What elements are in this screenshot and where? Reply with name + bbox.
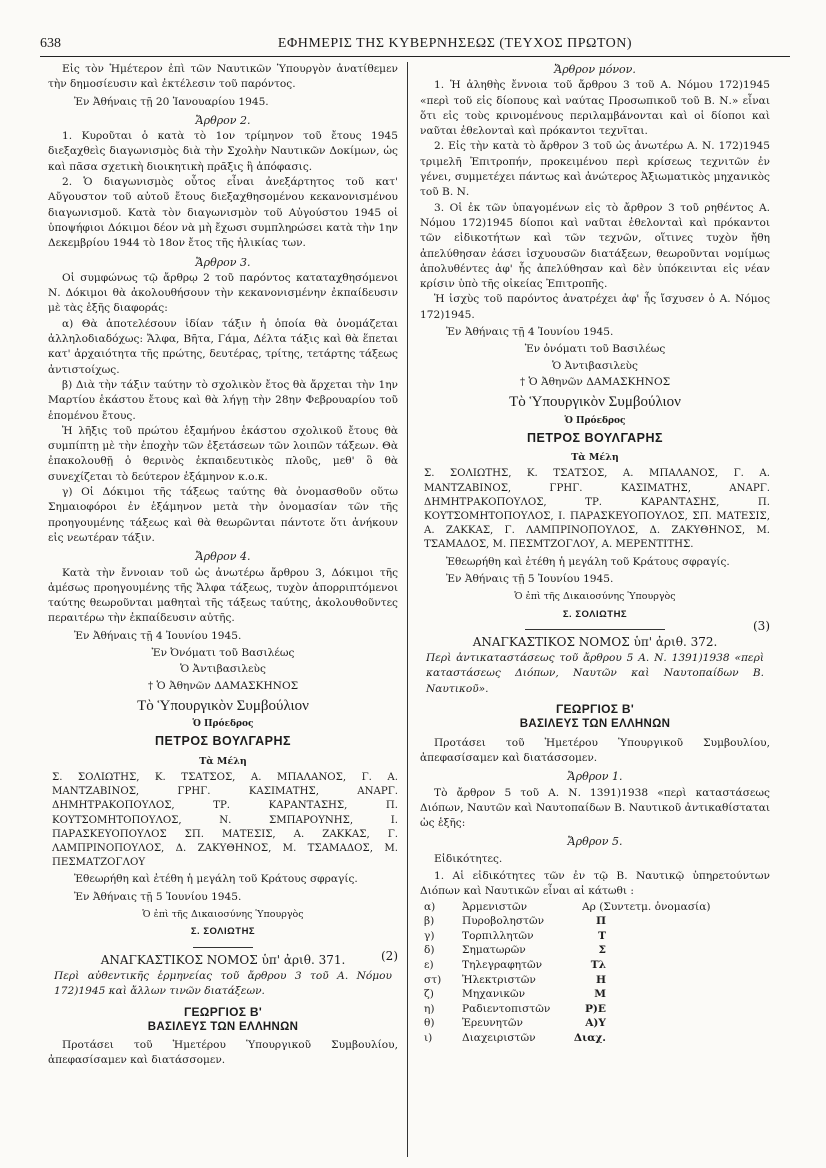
king-title: ΒΑΣΙΛΕΥΣ ΤΩΝ ΕΛΛΗΝΩΝ <box>147 1020 299 1033</box>
paragraph: 1. Ἡ ἀληθὴς ἔννοια τοῦ ἄρθρου 3 τοῦ Α. Νόμου 172)1945 «περὶ τοῦ εἰς δίοπους καὶ ναύτας Προσωπικοῦ τοῦ Β. Ν.» εἶναι ὅτι εἰς τοὺς κρινομένους περιλαμβάνονται καὶ οἱ δίοποι καὶ ναῦται ἐθελονταὶ καὶ πρόκαντοι τεχνῖται. <box>420 79 770 138</box>
list-item <box>420 973 770 988</box>
list-item <box>420 914 770 929</box>
date-line: Ἐν Ἀθήναις τῇ 5 Ἰουνίου 1945. <box>74 890 242 903</box>
date-line: Ἐν Ἀθήναις τῇ 20 Ἰανουαρίου 1945. <box>74 95 269 108</box>
item-letter: γ) <box>424 929 435 942</box>
item-name: Διαχειριστῶν <box>462 1031 536 1044</box>
article-heading: Ἄρθρον 5. <box>567 835 623 849</box>
item-abbr: Τ <box>598 929 606 942</box>
item-name: Πυροβοληστῶν <box>462 915 545 928</box>
members-label: Τὰ Μέλη <box>199 755 247 767</box>
item-letter: β) <box>424 915 435 928</box>
date-line: Ἐν Ἀθήναις τῇ 4 Ἰουνίου 1945. <box>446 326 614 339</box>
specialties-list <box>420 900 770 1046</box>
president-name: ΠΕΤΡΟΣ ΒΟΥΛΓΑΡΗΣ <box>154 734 292 749</box>
article-heading: Ἄρθρον 4. <box>195 550 251 564</box>
item-letter: στ) <box>424 973 442 986</box>
item-name: Τηλεγραφητῶν <box>462 958 543 971</box>
item-letter: δ) <box>424 944 435 957</box>
king-title: ΒΑΣΙΛΕΥΣ ΤΩΝ ΕΛΛΗΝΩΝ <box>519 718 671 731</box>
date-line: Ἐν Ἀθήναις τῇ 4 Ἰουνίου 1945. <box>74 629 242 642</box>
law-title-text: ΑΝΑΓΚΑΣΤΙΚΟΣ ΝΟΜΟΣ ὑπ' ἀριθ. 371. <box>100 952 346 967</box>
paragraph: Ἡ λῆξις τοῦ πρώτου ἑξαμήνου ἑκάστου σχολικοῦ ἔτους θὰ συμπίπτῃ μὲ τὴν ἐποχὴν τῶν ἐξετάσεων τῶν λοιπῶν τάξεων. Θὰ ἐπακολουθῇ ὁ θερινὸς ἐκπαιδευτικὸς πλοῦς, μεθ' ὃ θὰ συνεχίζεται τὸ δεύτερον ἑξάμηνον κ.ο.κ. <box>48 424 398 483</box>
item-letter: η) <box>424 1002 435 1015</box>
regent-line: Ὁ Ἀντιβασιλεὺς <box>552 359 638 372</box>
article-heading: Ἄρθρον 1. <box>567 770 623 784</box>
in-name-line: Ἐν Ὀνόματι τοῦ Βασιλέως <box>151 646 295 659</box>
item-abbr: Τλ <box>590 958 606 971</box>
item-abbr: Π <box>595 915 606 928</box>
seal-line: Ἐθεωρήθη καὶ ἐτέθη ἡ μεγάλη τοῦ Κράτους σφραγίς. <box>74 873 358 886</box>
list-item <box>420 958 770 973</box>
list-item <box>420 987 770 1002</box>
item-abbr: Α)Υ <box>585 1017 606 1030</box>
law-title <box>48 948 398 968</box>
regent-line: Ὁ Ἀντιβασιλεὺς <box>180 663 266 676</box>
paragraph: 2. Εἰς τὴν κατὰ τὸ ἄρθρον 3 τοῦ ὡς ἀνωτέρω Α. Ν. 172)1945 τριμελῆ Ἐπιτροπήν, προκειμένου περὶ κρίσεως τεχνιτῶν ἐν γένει, συμμετέχει πάντως καὶ ἀνώτερος Ἀξιωματικὸς μηχανικὸς τοῦ Β. Ν. <box>420 140 770 199</box>
paragraph: Ἡ ἰσχὺς τοῦ παρόντος ἀνατρέχει ἀφ' ἧς ἴσχυσεν ὁ Α. Νόμος 172)1945. <box>420 293 770 321</box>
item-abbr: Μ <box>594 988 606 1001</box>
proposal-paragraph: Προτάσει τοῦ Ἡμετέρου Ὑπουργικοῦ Συμβουλίου, ἀπεφασίσαμεν καὶ διατάσσομεν. <box>48 1039 398 1067</box>
king-name: ΓΕΩΡΓΙΟΣ Β' <box>555 702 635 717</box>
proposal-paragraph: Προτάσει τοῦ Ἡμετέρου Ὑπουργικοῦ Συμβουλίου, ἀπεφασίσαμεν καὶ διατάσσομεν. <box>420 736 770 764</box>
item-abbr: Αρ (Συντετμ. ὀνομασία) <box>582 900 711 913</box>
seal-line: Ἐθεωρήθη καὶ ἐτέθη ἡ μεγάλη τοῦ Κράτους σφραγίς. <box>446 555 730 568</box>
page-number: 638 <box>40 36 61 51</box>
justice-minister-label: Ὁ ἐπὶ τῆς Δικαιοσύνης Ὑπουργὸς <box>514 591 676 603</box>
paragraph: γ) Οἱ Δόκιμοι τῆς τάξεως ταύτης θὰ ὀνομασθοῦν οὕτω Σημαιοφόροι ἐν ἑξάμηνον μετὰ τὴν ὀνομασίαν τῶν τῆς προηγουμένης τάξεως καὶ θὰ θεωρῶνται πάντοτε ὅτι ἀνήκουν εἰς νεωτέραν τάξιν. <box>48 486 398 544</box>
item-letter: ι) <box>424 1031 433 1044</box>
members-list: Σ. ΣΟΛΙΩΤΗΣ, Κ. ΤΣΑΤΣΟΣ, Α. ΜΠΑΛΑΝΟΣ, Γ. Α. ΜΑΝΤΖΑΒΙΝΟΣ, ΓΡΗΓ. ΚΑΣΙΜΑΤΗΣ, ΑΝΑΡΓ. ΔΗΜΗΤΡΑΚΟΠΟΥΛΟΣ, ΤΡ. ΚΑΡΑΝΤΑΣΗΣ, Π. ΚΟΥΤΣΟΜΗΤΟΠΟΥΛΟΣ, Ν. ΣΜΠΑΡΟΥΝΗΣ, Ι. ΠΑΡΑΣΚΕΥΟΠΟΥΛΟΣ ΣΠ. ΜΑΤΕΣΙΣ, Α. ΖΑΚΚΑΣ, Γ. ΛΑΜΠΡΙΝΟΠΟΥΛΟΣ, Δ. ΖΑΚΥΘΗΝΟΣ, Μ. ΤΣΑΜΑΔΟΣ, Μ. ΠΕΣΜΑΤΖΟΓΛΟΥ <box>52 772 398 869</box>
subheading: Εἰδικότητες. <box>434 852 503 865</box>
paragraph: Κατὰ τὴν ἔννοιαν τοῦ ὡς ἀνωτέρω ἄρθρου 3, Δόκιμοι τῆς ἀμέσως προηγουμένης τῆς Ἄλφα τάξεως, τυχὸν ἀπορριπτόμενοι ταύτης θεωροῦνται μαθηταὶ τῆς τάξεως ταύτης, ἀκολουθοῦντες περαιτέρω τὴν ἐκπαίδευσιν αὐτῆς. <box>48 566 398 625</box>
item-abbr: Ρ)Ε <box>584 1002 606 1015</box>
item-name: Μηχανικῶν <box>462 988 526 1001</box>
council-heading: Τὸ Ὑπουργικὸν Συμβούλιον <box>137 697 309 714</box>
item-abbr: Σ <box>598 944 606 957</box>
law-title <box>420 618 770 650</box>
item-name: Ἐρευνητῶν <box>462 1017 523 1030</box>
members-label: Τὰ Μέλη <box>571 452 619 464</box>
members-list: Σ. ΣΟΛΙΩΤΗΣ, Κ. ΤΣΑΤΣΟΣ, Α. ΜΠΑΛΑΝΟΣ, Γ. Α. ΜΑΝΤΖΑΒΙΝΟΣ, ΓΡΗΓ. ΚΑΣΙΜΑΤΗΣ, ΑΝΑΡΓ. ΔΗΜΗΤΡΑΚΟΠΟΥΛΟΣ, ΤΡ. ΚΑΡΑΝΤΑΣΗΣ, Π. ΚΟΥΤΣΟΜΗΤΟΠΟΥΛΟΣ, Ι. ΠΑΡΑΣΚΕΥΟΠΟΥΛΟΣ, ΣΠ. ΜΑΤΕΣΙΣ, Α. ΖΑΚΚΑΣ, Γ. ΛΑΜΠΡΙΝΟΠΟΥΛΟΣ, Δ. ΖΑΚΥΘΗΝΟΣ, Μ. ΤΣΑΜΑΔΟΣ, Μ. ΠΕΣΜΤΖΟΓΛΟΥ, Α. ΜΕΡΕΝΤΙΤΗΣ. <box>424 468 770 551</box>
archbishop-line: † Ὁ Ἀθηνῶν ΔΑΜΑΣΚΗΝΟΣ <box>147 679 299 692</box>
list-item <box>420 1031 770 1046</box>
law-title-text: ΑΝΑΓΚΑΣΤΙΚΟΣ ΝΟΜΟΣ ὑπ' ἀριθ. 372. <box>472 634 718 649</box>
archbishop-line: † Ὁ Ἀθηνῶν ΔΑΜΑΣΚΗΝΟΣ <box>519 375 671 388</box>
list-item <box>420 943 770 958</box>
law-subject: Περὶ αὐθεντικῆς ἑρμηνείας τοῦ ἄρθρου 3 τοῦ Α. Νόμου 172)1945 καὶ ἄλλων τινῶν διατάξεων. <box>54 969 392 998</box>
president-name: ΠΕΤΡΟΣ ΒΟΥΛΓΑΡΗΣ <box>526 430 664 445</box>
item-name: Σηματωρῶν <box>462 944 526 957</box>
list-item <box>420 929 770 944</box>
article-heading: Ἄρθρον μόνον. <box>554 63 636 76</box>
justice-minister-name: Σ. ΣΟΛΙΩΤΗΣ <box>562 608 628 620</box>
item-letter: ε) <box>424 958 434 971</box>
justice-minister-label: Ὁ ἐπὶ τῆς Δικαιοσύνης Ὑπουργὸς <box>142 909 304 921</box>
list-item <box>420 1016 770 1031</box>
date-line: Ἐν Ἀθήναις τῇ 5 Ἰουνίου 1945. <box>446 572 614 585</box>
president-label: Ὁ Πρόεδρος <box>192 719 254 730</box>
article-heading: Ἄρθρον 2. <box>195 113 251 127</box>
page-header <box>40 34 790 57</box>
list-item <box>420 1002 770 1017</box>
paragraph: α) Θὰ ἀποτελέσουν ἰδίαν τάξιν ἡ ὁποία θὰ ὀνομάζεται ἀλληλοδιαδόχως: Ἄλφα, Βῆτα, Γάμα, Δέλτα τάξις καὶ θὰ ἕπεται κατ' ἀρχαιότητα τῆς πρώτης, δευτέρας, τρίτης, τετάρτης τάξεως ἀντιστοίχως. <box>48 317 398 376</box>
paragraph: Οἱ συμφώνως τῷ ἄρθρῳ 2 τοῦ παρόντος καταταχθησόμενοι Ν. Δόκιμοι θὰ ἀκολουθήσουν τὴν κεκανονισμένην ἐκπαίδευσιν μὲ τὰς ἑξῆς διαφοράς: <box>48 271 398 315</box>
paragraph: β) Διὰ τὴν τάξιν ταύτην τὸ σχολικὸν ἔτος θὰ ἄρχεται τὴν 1ην Μαρτίου ἑκάστου ἔτους καὶ θὰ λήγῃ τὴν 28ην Φεβρουαρίου τοῦ ἑπομένου ἔτους. <box>48 378 398 422</box>
list-item <box>420 900 770 915</box>
separator <box>193 947 253 948</box>
item-letter: α) <box>424 900 436 913</box>
item-letter: θ) <box>424 1017 435 1030</box>
left-column <box>48 62 398 1069</box>
law-number: (3) <box>753 618 770 633</box>
item-name: Ἠλεκτριστῶν <box>462 973 536 986</box>
item-name: Ἀρμενιστῶν <box>462 900 528 913</box>
in-name-line: Ἐν ὀνόματι τοῦ Βασιλέως <box>524 343 666 356</box>
intro-paragraph: Εἰς τὸν Ἡμέτερον ἐπὶ τῶν Ναυτικῶν Ὑπουργὸν ἀνατίθεμεν τὴν δημοσίευσιν καὶ ἐκτέλεσιν τοῦ παρόντος. <box>48 63 398 91</box>
law-number: (2) <box>381 948 398 963</box>
article-heading: Ἄρθρον 3. <box>195 255 251 269</box>
law-subject: Περὶ ἀντικαταστάσεως τοῦ ἄρθρου 5 Α. Ν. 1391)1938 «περὶ καταστάσεως Διόπων, Ναυτῶν καὶ Ναυτοπαίδων Β. Ναυτικοῦ». <box>426 652 764 695</box>
paragraph: 1. Αἱ εἰδικότητες τῶν ἐν τῷ Β. Ναυτικῷ ὑπηρετούντων Διόπων καὶ Ναυτικῶν εἶναι αἱ κάτωθι : <box>420 869 770 898</box>
council-heading: Τὸ Ὑπουργικὸν Συμβούλιον <box>509 394 681 411</box>
right-column <box>420 62 770 1046</box>
item-name: Ραδιεντοπιστῶν <box>462 1002 551 1015</box>
president-label: Ὁ Πρόεδρος <box>564 415 626 426</box>
paragraph: 1. Κυροῦται ὁ κατὰ τὸ 1ον τρίμηνον τοῦ ἔτους 1945 διεξαχθεὶς διαγωνισμὸς διὰ τὴν Σχολὴν Ναυτικῶν Δοκίμων, ὡς καὶ πᾶσα σχετικὴ διοικητικὴ πρᾶξις ἢ ἀπόφασις. <box>48 130 398 173</box>
item-letter: ζ) <box>424 988 434 1001</box>
item-abbr: Διαχ. <box>573 1031 606 1044</box>
justice-minister-name: Σ. ΣΟΛΙΩΤΗΣ <box>190 926 256 938</box>
paragraph: 3. Οἱ ἐκ τῶν ὑπαγομένων εἰς τὸ ἄρθρον 3 τοῦ ρηθέντος Α. Νόμου 172)1945 δίοποι καὶ ναῦται ἐθελονταὶ καὶ πρόκαντοι τῶν εἰδικοτήτων καὶ τῶν τεχνῶν, οἵτινες τυχὸν ἤθη ἀπελύθησαν ἐάσει ἰσχυουσῶν διατάξεων, θεωροῦνται νομίμως ἀπολυθέντες ἀφ' ἧς ἀπελύθησαν καὶ δὲν ὑπόκεινται εἰς νέαν κρίσιν ὑπὸ τῆς οἰκείας Ἐπιτροπῆς. <box>420 201 770 291</box>
separator <box>525 629 665 630</box>
paragraph: Τὸ ἄρθρον 5 τοῦ Α. Ν. 1391)1938 «περὶ καταστάσεως Διόπων, Ναυτῶν καὶ Ναυτοπαίδων Β. Ναυτικοῦ ἀντικαθίσταται ὡς ἑξῆς: <box>420 786 770 830</box>
king-name: ΓΕΩΡΓΙΟΣ Β' <box>183 1004 263 1019</box>
item-abbr: Η <box>595 973 606 986</box>
item-name: Τορπιλλητῶν <box>462 929 534 942</box>
column-divider <box>407 62 408 1157</box>
gazette-title: ΕΦΗΜΕΡΙΣ ΤΗΣ ΚΥΒΕΡΝΗΣΕΩΣ (ΤΕΥΧΟΣ ΠΡΩΤΟΝ) <box>277 36 633 51</box>
paragraph: 2. Ὁ διαγωνισμὸς οὗτος εἶναι ἀνεξάρτητος τοῦ κατ' Αὔγουστον τοῦ αὐτοῦ ἔτους διεξαχθησομένου κεκανονισμένου διαγωνισμοῦ. Κατὰ τὸν διαγωνισμὸν τοῦ Αὐγούστου 1945 οἱ ὑποψήφιοι Δόκιμοι δέον νὰ μὴ ἔχωσι συμπληρώσει κατὰ τὴν 1ην Δεκεμβρίου 1944 τὸ 18ον ἔτος τῆς ἡλικίας των. <box>48 176 398 250</box>
